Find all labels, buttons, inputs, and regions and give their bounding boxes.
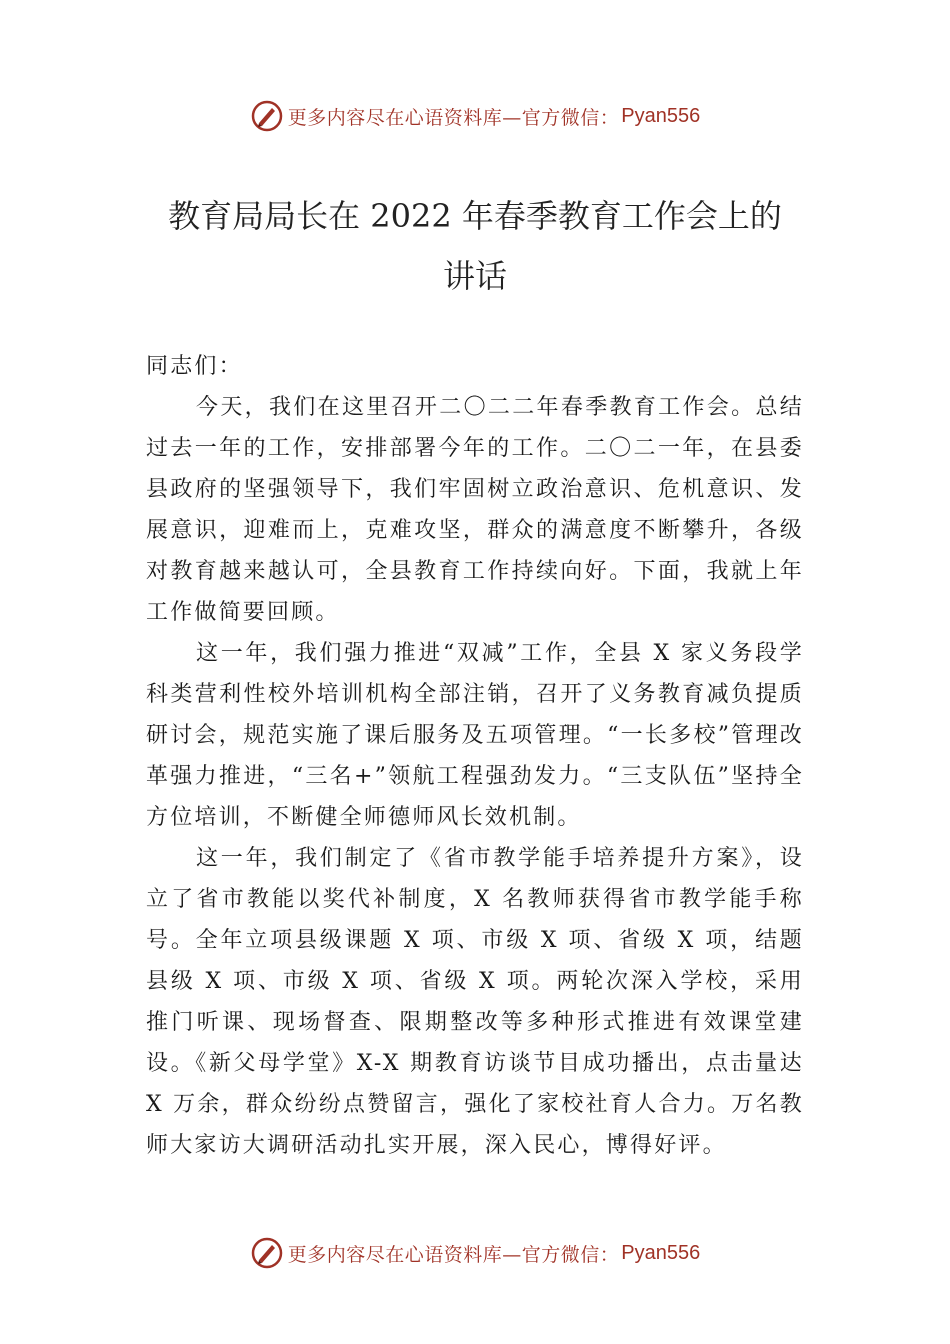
- pen-logo-icon: [250, 1236, 284, 1270]
- header-banner: [0, 96, 950, 136]
- banner-wechat-id: Pyan556: [621, 1241, 701, 1264]
- banner-text: 更多内容尽在心语资料库—官方微信：: [287, 106, 620, 129]
- title-line-1: 教育局局长在 2022 年春季教育工作会上的: [168, 197, 782, 235]
- pen-logo-icon: [250, 99, 284, 133]
- banner-wechat-id: Pyan556: [621, 104, 701, 127]
- footer-banner: [0, 1233, 950, 1273]
- paragraph: 今天，我们在这里召开二〇二二年春季教育工作会。总结过去一年的工作，安排部署今年的工作。二〇二一年，在县委县政府的坚强领导下，我们牢固树立政治意识、危机意识、发展意识，迎难而上，克难攻坚，群众的满意度不断攀升，各级对教育越来越认可，全县教育工作持续向好。下面，我就上年工作做简要回顾。: [146, 395, 804, 625]
- document-title: [100, 186, 850, 306]
- paragraph: 这一年，我们强力推进“双减”工作，全县 X 家义务段学科类营利性校外培训机构全部注销，召开了义务教育减负提质研讨会，规范实施了课后服务及五项管理。“一长多校”管理改革强力推进，“三名+”领航工程强劲发力。“三支队伍”坚持全方位培训，不断健全师德师风长效机制。: [146, 641, 804, 830]
- paragraph: 这一年，我们制定了《省市教学能手培养提升方案》，设立了省市教能以奖代补制度，X 名教师获得省市教学能手称号。全年立项县级课题 X 项、市级 X 项、省级 X 项，结题县级 X 项、市级 X 项、省级 X 项。两轮次深入学校，采用推门听课、现场督查、限期整改等多种形式推进有效课堂建设。《新父母学堂》X-X 期教育访谈节目成功播出，点击量达 X 万余，群众纷纷点赞留言，强化了家校社育人合力。万名教师大家访大调研活动扎实开展，深入民心，博得好评。: [146, 846, 804, 1158]
- salutation: 同志们：: [146, 354, 243, 379]
- document-body: [146, 346, 804, 1166]
- title-line-2: 讲话: [442, 257, 507, 295]
- banner-text: 更多内容尽在心语资料库—官方微信：: [287, 1243, 620, 1266]
